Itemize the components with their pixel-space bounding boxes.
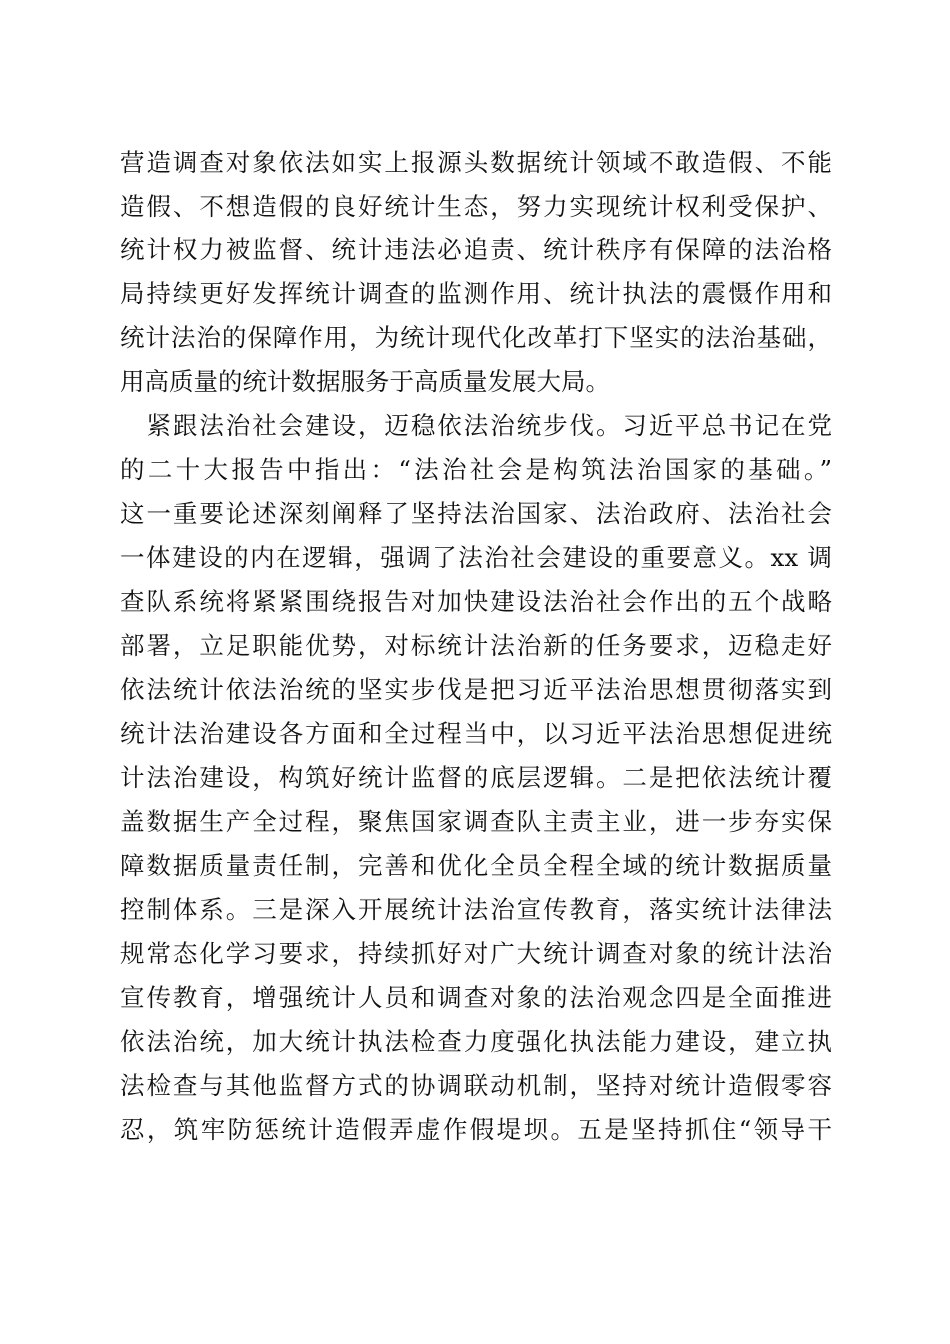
- text-line-19: 规常态化学习要求，持续抓好对广大统计调查对象的统计法治: [120, 939, 832, 968]
- text-line-4: 局持续更好发挥统计调查的监测作用、统计执法的震慑作用和: [120, 279, 832, 308]
- text-line-2: 造假、不想造假的良好统计生态，努力实现统计权利受保护、: [120, 192, 832, 221]
- text-line-23: 忍，筑牢防惩统计造假弄虚作假堤坝。五是坚持抓住“领导干: [120, 1115, 832, 1144]
- text-line-10: 一体建设的内在逻辑，强调了法治社会建设的重要意义。xx 调: [120, 543, 832, 572]
- text-line-6: 用高质量的统计数据服务于高质量发展大局。: [120, 367, 610, 396]
- text-line-21: 依法治统，加大统计执法检查力度强化执法能力建设，建立执: [120, 1027, 832, 1056]
- text-line-14: 统计法治建设各方面和全过程当中，以习近平法治思想促进统: [120, 719, 832, 748]
- paragraph-2-first-line: 紧跟法治社会建设，迈稳依法治统步伐。习近平总书记在党: [120, 411, 832, 440]
- text-line-13: 依法统计依法治统的坚实步伐是把习近平法治思想贯彻落实到: [120, 675, 832, 704]
- text-line-11: 查队系统将紧紧围绕报告对加快建设法治社会作出的五个战略: [120, 587, 832, 616]
- text-line-8: 的二十大报告中指出：“法治社会是构筑法治国家的基础。”: [120, 455, 832, 484]
- text-line-15: 计法治建设，构筑好统计监督的底层逻辑。二是把依法统计覆: [120, 763, 832, 792]
- text-line-18: 控制体系。三是深入开展统计法治宣传教育，落实统计法律法: [120, 895, 832, 924]
- text-line-3: 统计权力被监督、统计违法必追责、统计秩序有保障的法治格: [120, 235, 832, 264]
- text-line-1: 营造调查对象依法如实上报源头数据统计领域不敢造假、不能: [120, 148, 832, 177]
- text-line-16: 盖数据生产全过程，聚焦国家调查队主责主业，进一步夯实保: [120, 807, 832, 836]
- text-line-17: 障数据质量责任制，完善和优化全员全程全域的统计数据质量: [120, 851, 832, 880]
- text-line-9: 这一重要论述深刻阐释了坚持法治国家、法治政府、法治社会: [120, 499, 832, 528]
- text-line-20: 宣传教育，增强统计人员和调查对象的法治观念四是全面推进: [120, 983, 832, 1012]
- text-line-5: 统计法治的保障作用，为统计现代化改革打下坚实的法治基础，: [120, 323, 832, 352]
- text-line-22: 法检查与其他监督方式的协调联动机制，坚持对统计造假零容: [120, 1071, 832, 1100]
- text-line-12: 部署，立足职能优势，对标统计法治新的任务要求，迈稳走好: [120, 631, 832, 660]
